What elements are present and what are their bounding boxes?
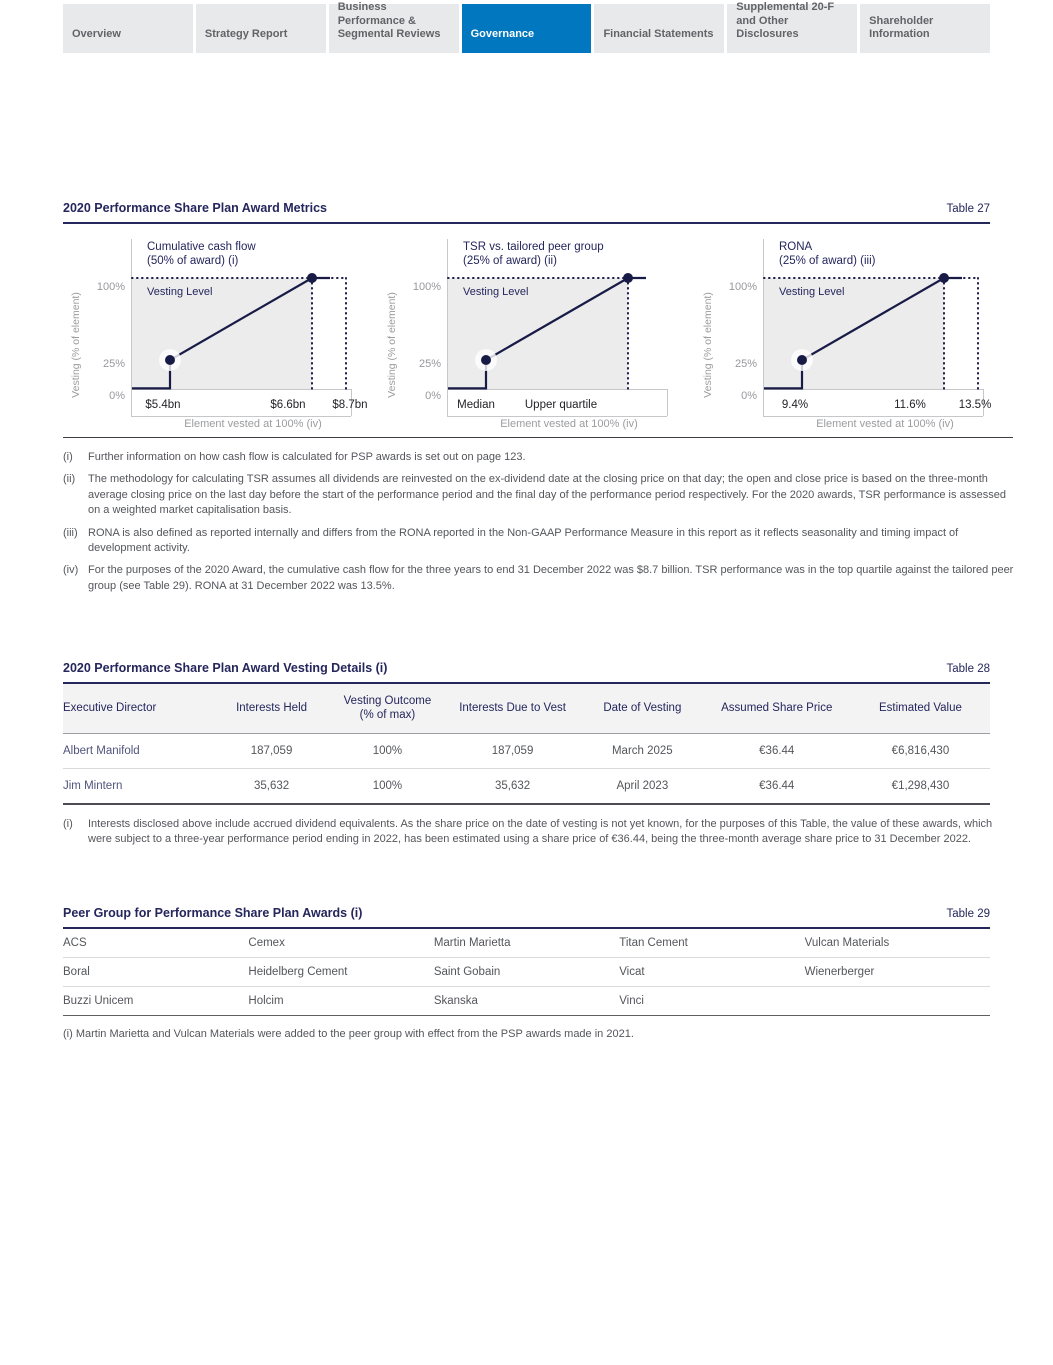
- cell: €6,816,430: [891, 744, 950, 757]
- col-assumed-share-price: Assumed Share Price: [703, 684, 851, 733]
- footnote-text: The methodology for calculating TSR assumes all dividends are reinvested on the ex-dividend date at the closing price on that day; the open and close price is based on the three-month average closing price on the last day before the start of the performance period and the final day of the performance period respectively. For the 2020 awards, TSR performance is assessed on a weighted market capitalisation basis.: [88, 473, 1006, 517]
- y-axis-label: Vesting (% of element): [702, 292, 714, 398]
- vesting-level-annotation: Vesting Level: [779, 286, 845, 298]
- y-tick: 25%: [734, 358, 757, 370]
- table-row: [63, 733, 990, 768]
- footnote-label: (iv): [63, 564, 79, 577]
- table-29-label: Table 29: [946, 908, 990, 920]
- section-title: 2020 Performance Share Plan Award Vesting Details (i): [63, 661, 388, 675]
- col-date-of-vesting: Date of Vesting: [582, 684, 703, 733]
- cell: 100%: [372, 744, 403, 757]
- peer-company: Vicat: [619, 966, 645, 978]
- footnote-label: (i): [63, 818, 73, 830]
- cell: 100%: [332, 768, 443, 804]
- max-point: [623, 273, 633, 283]
- section-title: 2020 Performance Share Plan Award Metrics: [63, 201, 328, 215]
- section-vesting-header: [63, 661, 990, 684]
- peer-row: [63, 929, 990, 958]
- footnote-iii: [63, 526, 1015, 557]
- cell: €1,298,430: [851, 768, 990, 804]
- peer-row: [63, 987, 990, 1015]
- chart-rona: [695, 233, 1011, 433]
- tab-supplemental-20f[interactable]: Supplemental 20-F and Other Disclosures: [727, 4, 857, 53]
- section-award-metrics-header: [63, 201, 990, 224]
- footnote-label: (ii): [63, 473, 76, 486]
- peer-company: Buzzi Unicem: [63, 995, 134, 1007]
- peer-company: ACS: [63, 937, 87, 949]
- peer-company: [805, 987, 990, 1015]
- table-row: [63, 768, 990, 804]
- tab-financial-statements[interactable]: Financial Statements: [594, 4, 724, 53]
- peer-company: Titan Cement: [619, 937, 688, 949]
- x-tick: 9.4%: [781, 399, 809, 411]
- max-point: [939, 273, 949, 283]
- section-title: Peer Group for Performance Share Plan Awards (i): [63, 906, 363, 920]
- x-tick: 13.5%: [958, 399, 992, 411]
- chart-title-line2: (25% of award) (iii): [779, 255, 876, 267]
- cell: 35,632: [443, 768, 582, 804]
- chart-title-line2: (50% of award) (i): [147, 255, 239, 267]
- cell: €36.44: [759, 744, 795, 757]
- vesting-details-table: [63, 684, 990, 805]
- cell: March 2025: [611, 744, 673, 757]
- peer-group-table: [63, 929, 990, 1016]
- max-point: [307, 273, 317, 283]
- y-tick: 100%: [412, 281, 441, 293]
- y-tick: 0%: [741, 390, 757, 402]
- col-vesting-outcome: Vesting Outcome (% of max): [332, 684, 443, 733]
- x-tick: $5.4bn: [145, 399, 181, 411]
- peer-row: [63, 958, 990, 987]
- chart-title-line1: RONA: [779, 241, 813, 253]
- col-executive-director: Executive Director: [63, 684, 211, 733]
- peer-company: Martin Marietta: [433, 937, 511, 949]
- tab-governance[interactable]: Governance: [462, 4, 592, 53]
- peer-company: Holcim: [248, 995, 284, 1007]
- y-tick: 0%: [425, 390, 441, 402]
- cell: 187,059: [491, 744, 534, 757]
- y-axis-label: Vesting (% of element): [386, 292, 398, 398]
- tab-shareholder-information[interactable]: Shareholder Information: [860, 4, 990, 53]
- footnote-text: Interests disclosed above include accrued dividend equivalents. As the share price on the date of vesting is not yet known, for the purposes of this Table, the value of these awards, which were subject to a three-year performance period ending in 2022, has been estimated using a share price of €36.44, being the three-month average share price to 31 December 2022.: [88, 818, 993, 846]
- chart-title-line2: (25% of award) (ii): [463, 255, 557, 267]
- peer-group-footnote: (i) Martin Marietta and Vulcan Materials were added to the peer group with effect from the PSP awards made in 2021.: [63, 1028, 634, 1040]
- peer-company: Wienerberger: [804, 966, 875, 978]
- peer-company: Vinci: [619, 995, 644, 1007]
- chart-cumulative-cash-flow: [63, 233, 379, 433]
- col-interests-due: Interests Due to Vest: [443, 684, 582, 733]
- top-nav: [63, 0, 990, 53]
- section-award-metrics: [63, 201, 990, 224]
- x-tick: Upper quartile: [524, 399, 598, 411]
- chart-tsr: [379, 233, 695, 433]
- x-axis-caption: Element vested at 100% (iv): [184, 418, 322, 430]
- director-name: Jim Mintern: [63, 768, 211, 804]
- footnote-text: Further information on how cash flow is calculated for PSP awards is set out on page 123.: [88, 451, 526, 463]
- x-tick: 11.6%: [894, 399, 926, 411]
- section-peer-group: [63, 906, 990, 1040]
- metrics-footnotes: [63, 450, 1015, 601]
- table-27-label: Table 27: [946, 203, 990, 215]
- peer-company: Heidelberg Cement: [248, 966, 348, 978]
- peer-company: Vulcan Materials: [804, 937, 890, 949]
- cell: 187,059: [250, 744, 293, 757]
- col-estimated-value: Estimated Value: [851, 684, 990, 733]
- peer-company: Skanska: [433, 995, 478, 1007]
- peer-company: Saint Gobain: [433, 966, 501, 978]
- peer-company: Cemex: [248, 937, 285, 949]
- tab-business-performance[interactable]: Business Performance & Segmental Reviews: [329, 4, 459, 53]
- x-axis-caption: Element vested at 100% (iv): [500, 418, 638, 430]
- col-interests-held: Interests Held: [211, 684, 332, 733]
- section-vesting-details: [63, 661, 990, 805]
- y-tick: 0%: [109, 390, 125, 402]
- footnote-ii: [63, 472, 1015, 518]
- footnote-label: (i): [63, 451, 73, 463]
- vesting-level-annotation: Vesting Level: [463, 286, 529, 298]
- x-tick: Median: [457, 399, 495, 411]
- footnote-label: (iii): [63, 526, 78, 539]
- footnote-i: [63, 450, 1015, 465]
- director-name: Albert Manifold: [63, 744, 140, 757]
- table-header-row: [63, 684, 990, 733]
- table-28-label: Table 28: [946, 663, 990, 675]
- y-tick: 25%: [102, 358, 125, 370]
- chart-title-line1: Cumulative cash flow: [147, 241, 256, 253]
- x-tick: $8.7bn: [332, 399, 368, 411]
- cell: April 2023: [582, 768, 703, 804]
- table-27-bottom-rule: [63, 437, 1013, 438]
- tab-overview[interactable]: Overview: [63, 4, 193, 53]
- x-axis-caption: Element vested at 100% (iv): [816, 418, 954, 430]
- footnote-iv: [63, 563, 1015, 594]
- y-tick: 100%: [96, 281, 125, 293]
- y-tick: 25%: [418, 358, 441, 370]
- threshold-point: [797, 355, 807, 365]
- section-peer-group-header: [63, 906, 990, 929]
- y-tick: 100%: [728, 281, 757, 293]
- vesting-level-annotation: Vesting Level: [147, 286, 213, 298]
- y-axis-label: Vesting (% of element): [70, 292, 82, 398]
- tab-strategy-report[interactable]: Strategy Report: [196, 4, 326, 53]
- footnote-text: For the purposes of the 2020 Award, the cumulative cash flow for the three years to end 31 December 2022 was $8.7 billion. TSR performance was in the top quartile against the tailored peer group (see Table 29). RONA at 31 December 2022 was 13.5%.: [88, 564, 1014, 592]
- cell: 35,632: [211, 768, 332, 804]
- vesting-charts-row: [63, 233, 1011, 433]
- footnote-text: RONA is also defined as reported internally and differs from the RONA reported in the Non-GAAP Performance Measure in this report as it reflects seasonality and timing impact of development activity.: [88, 526, 959, 554]
- x-tick: $6.6bn: [270, 399, 306, 411]
- peer-company: Boral: [63, 966, 90, 978]
- chart-title-line1: TSR vs. tailored peer group: [463, 241, 604, 253]
- threshold-point: [165, 355, 175, 365]
- vesting-table-footnote: [63, 817, 1015, 848]
- cell: €36.44: [703, 768, 851, 804]
- threshold-point: [481, 355, 491, 365]
